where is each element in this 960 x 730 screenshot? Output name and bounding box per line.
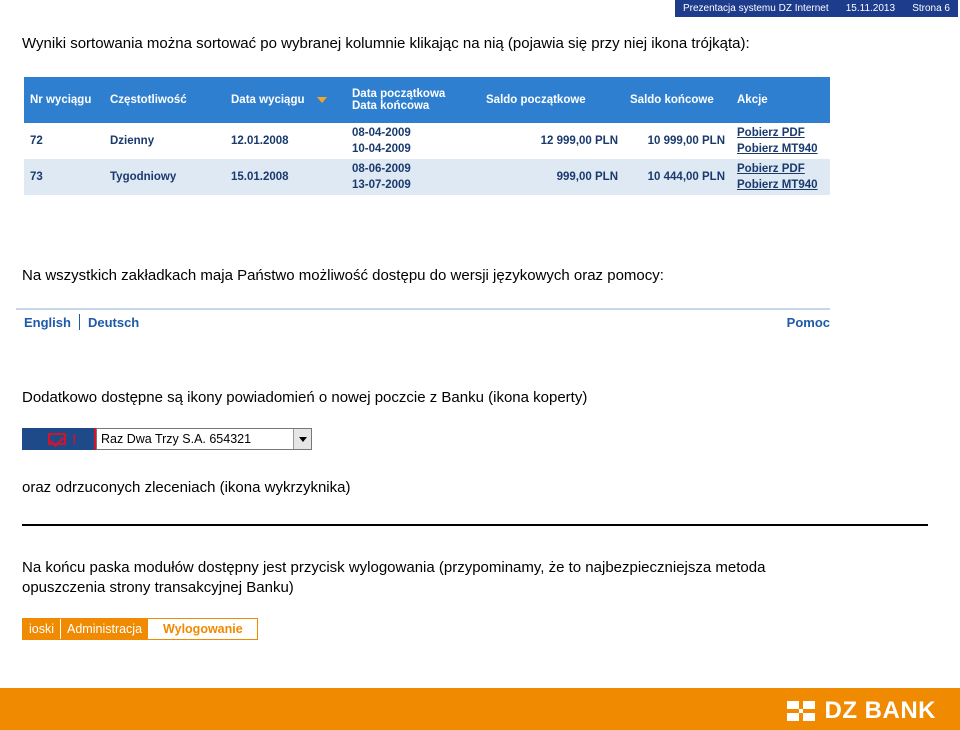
download-mt940-link[interactable]: Pobierz MT940 — [737, 179, 818, 191]
cell-actions — [731, 159, 830, 195]
chevron-down-icon[interactable] — [293, 429, 311, 449]
cell-nr: 72 — [24, 123, 104, 159]
cell-bal-start: 999,00 PLN — [480, 159, 624, 195]
download-mt940-link[interactable]: Pobierz MT940 — [737, 143, 818, 155]
cell-date: 15.01.2008 — [225, 159, 346, 195]
col-header-nr[interactable]: Nr wyciągu — [24, 77, 104, 123]
lang-deutsch-link[interactable]: Deutsch — [87, 314, 140, 330]
caption-sort: Wyniki sortowania można sortować po wybranej kolumnie klikając na nią (pojawia się przy niej ikona trójkąta): — [22, 35, 750, 52]
statements-table — [24, 77, 830, 195]
caption-logout-1: Na końcu paska modułów dostępny jest przycisk wylogowania (przypominamy, że to najbezpieczniejsza metoda — [22, 559, 766, 576]
language-bar — [16, 308, 830, 334]
cell-period: 08-06-2009 13-07-2009 — [346, 159, 480, 195]
divider-rule — [22, 524, 928, 526]
notification-bar — [22, 428, 312, 450]
cell-date: 12.01.2008 — [225, 123, 346, 159]
download-pdf-link[interactable]: Pobierz PDF — [737, 163, 805, 175]
cell-freq: Dzienny — [104, 123, 225, 159]
company-select[interactable] — [96, 428, 312, 450]
help-link[interactable]: Pomoc — [786, 314, 830, 330]
caption-logout-2: opuszczenia strony transakcyjnej Banku) — [22, 579, 294, 596]
presentation-header — [675, 0, 958, 17]
notification-icons — [22, 428, 94, 450]
col-header-freq[interactable]: Częstotliwość — [104, 77, 225, 123]
brand-logo — [787, 697, 937, 725]
col-header-actions: Akcje — [731, 77, 830, 123]
download-pdf-link[interactable]: Pobierz PDF — [737, 127, 805, 139]
cell-bal-end: 10 999,00 PLN — [624, 123, 731, 159]
page-number: Strona 6 — [912, 3, 950, 14]
col-header-bal-end[interactable]: Saldo końcowe — [624, 77, 731, 123]
caption-notify: Dodatkowo dostępne są ikony powiadomień o nowej poczcie z Banku (ikona koperty) — [22, 389, 588, 406]
table-row — [24, 123, 830, 159]
dz-bank-logo-icon — [787, 701, 815, 721]
col-header-bal-start[interactable]: Saldo początkowe — [480, 77, 624, 123]
caption-rejected: oraz odrzuconych zleceniach (ikona wykrzyknika) — [22, 479, 351, 496]
lang-english-link[interactable]: English — [24, 314, 71, 330]
col-header-start-end[interactable]: Data początkowa Data końcowa — [346, 77, 480, 123]
cell-nr: 73 — [24, 159, 104, 195]
footer-bar — [0, 688, 960, 730]
logout-button[interactable]: Wylogowanie — [149, 619, 257, 639]
brand-name: DZ BANK — [824, 697, 936, 724]
module-bar — [22, 618, 258, 640]
envelope-icon[interactable] — [48, 433, 66, 445]
cell-freq: Tygodniowy — [104, 159, 225, 195]
lang-separator — [79, 314, 80, 330]
company-select-value: Raz Dwa Trzy S.A. 654321 — [101, 432, 252, 446]
presentation-title: Prezentacja systemu DZ Internet — [683, 3, 829, 14]
cell-bal-end: 10 444,00 PLN — [624, 159, 731, 195]
module-tab-cropped[interactable]: ioski — [23, 619, 61, 639]
cell-period: 08-04-2009 10-04-2009 — [346, 123, 480, 159]
exclamation-icon[interactable]: ! — [72, 431, 77, 447]
col-header-date[interactable]: Data wyciągu — [225, 77, 346, 123]
caption-lang: Na wszystkich zakładkach maja Państwo możliwość dostępu do wersji językowych oraz pomocy: — [22, 267, 664, 284]
table-row — [24, 159, 830, 195]
sort-triangle-icon — [317, 97, 327, 103]
cell-bal-start: 12 999,00 PLN — [480, 123, 624, 159]
presentation-date: 15.11.2013 — [845, 3, 896, 14]
module-tab-administration[interactable]: Administracja — [61, 619, 149, 639]
cell-actions — [731, 123, 830, 159]
